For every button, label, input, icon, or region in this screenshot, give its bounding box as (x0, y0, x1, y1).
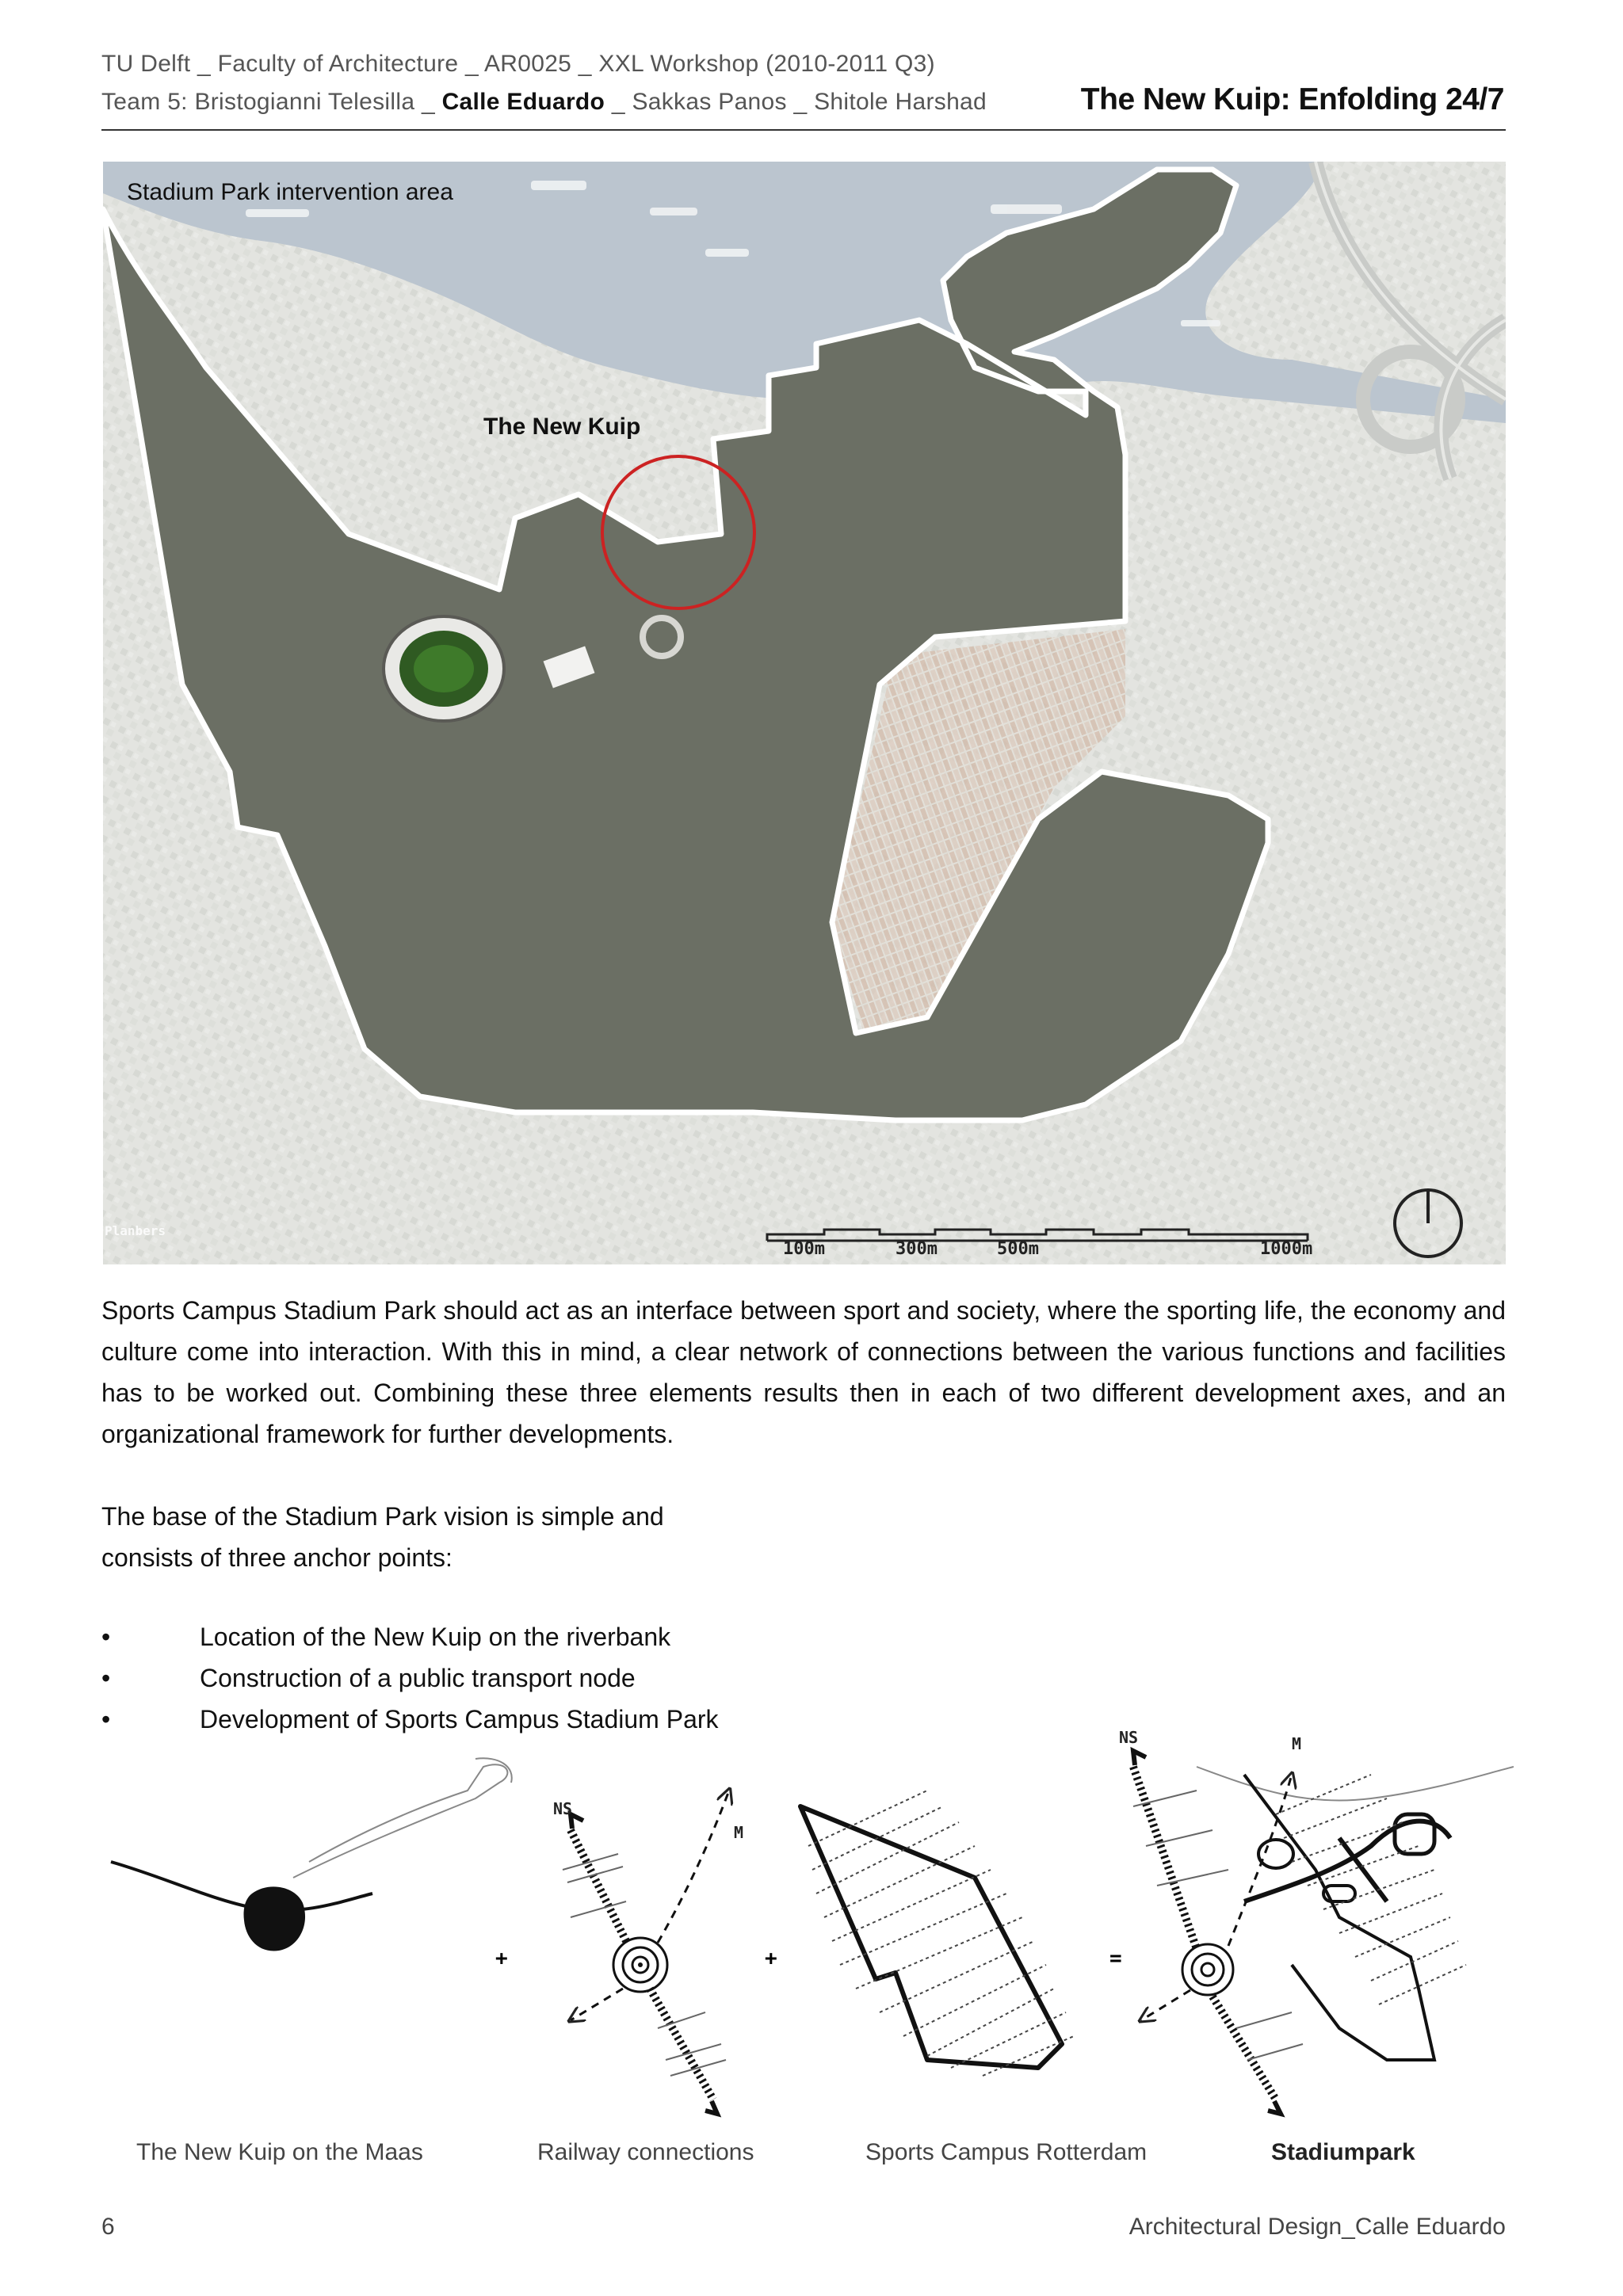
aerial-map (103, 162, 1506, 1264)
anchor-point: • Location of the New Kuip on the riverbank (101, 1616, 719, 1657)
map-watermark: Planbers (105, 1223, 166, 1238)
plus-operator-1: + (495, 1947, 508, 1970)
anchor-point: • Development of Sports Campus Stadium Park (101, 1699, 719, 1740)
footer-author: Architectural Design_Calle Eduardo (1128, 2214, 1506, 2240)
caption-sports-campus: Sports Campus Rotterdam (865, 2139, 1148, 2165)
map-scale-bar (761, 1223, 1411, 1247)
diagram2-ns-label: NS (553, 1799, 573, 1818)
diagram2-m-label: M (734, 1823, 744, 1842)
team-suffix: _ Sakkas Panos _ Shitole Harshad (605, 89, 987, 115)
aerial-map-graphic (103, 162, 1506, 1264)
header-course-line: TU Delft _ Faculty of Architecture _ AR0025 _ XXL Workshop (2010-2011 Q3) (101, 51, 935, 77)
diagram-railway-connections (553, 1791, 743, 2114)
plus-operator-2: + (765, 1947, 777, 1970)
scale-label-100: 100m (783, 1239, 825, 1259)
page-number: 6 (101, 2214, 115, 2240)
map-new-kuip-label: The New Kuip (483, 414, 641, 440)
map-area-label: Stadium Park intervention area (127, 179, 453, 205)
north-arrow-icon (1388, 1184, 1468, 1263)
intro-paragraph: Sports Campus Stadium Park should act as an interface between sport and society, where the sporting life, the economy and culture come into interaction. With this in mind, a clear network of connections between the various functions and facilities has to be worked out. Combining these three elements results then in each of two different development axes, and an organizational framework for further developments. (101, 1296, 1506, 1448)
caption-kuip-on-maas: The New Kuip on the Maas (136, 2139, 423, 2165)
caption-stadiumpark: Stadiumpark (1271, 2139, 1415, 2165)
concept-diagrams (103, 1727, 1514, 2123)
scale-label-300: 300m (896, 1239, 938, 1259)
vision-paragraph (101, 1496, 1506, 1578)
anchor-points-list (101, 1616, 719, 1740)
caption-railway-connections: Railway connections (537, 2139, 754, 2165)
diagram4-m-label: M (1292, 1734, 1302, 1753)
equals-operator: = (1109, 1947, 1122, 1970)
scale-label-500: 500m (997, 1239, 1039, 1259)
diagram-kuip-on-maas (111, 1758, 512, 1951)
document-title: The New Kuip: Enfolding 24/7 (1080, 82, 1504, 116)
header-divider (101, 129, 1506, 131)
diagram-sports-campus (800, 1791, 1074, 2076)
anchor-point: • Construction of a public transport node (101, 1657, 719, 1699)
diagram4-ns-label: NS (1119, 1728, 1139, 1747)
vision-line-1: The base of the Stadium Park vision is simple and (101, 1502, 664, 1531)
scale-label-1000: 1000m (1260, 1239, 1313, 1259)
vision-line-2: consists of three anchor points: (101, 1543, 453, 1572)
diagram-stadiumpark (1119, 1728, 1514, 2114)
team-author-bold: Calle Eduardo (441, 89, 605, 115)
team-prefix: Team 5: Bristogianni Telesilla _ (101, 89, 442, 115)
header-team-line (101, 89, 987, 116)
